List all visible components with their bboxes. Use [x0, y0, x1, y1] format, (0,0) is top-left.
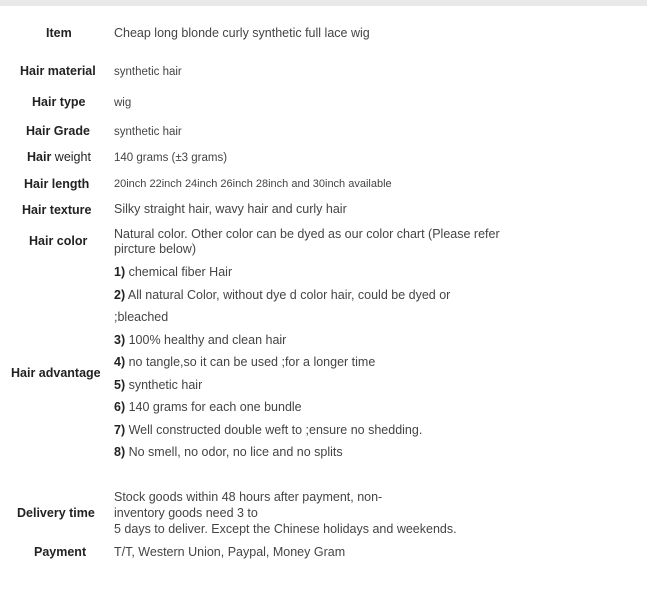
delivery-time-line3: 5 days to deliver. Except the Chinese holidays and weekends.: [114, 522, 457, 536]
hair-material-label: Hair material: [20, 64, 96, 78]
delivery-time-label: Delivery time: [17, 506, 95, 520]
hair-grade-label: Hair Grade: [26, 124, 90, 138]
item-label: Item: [46, 26, 72, 40]
hair-advantage-label: Hair advantage: [11, 366, 101, 380]
hair-color-value-line2: pircture below): [114, 242, 196, 256]
hair-material-value: synthetic hair: [114, 66, 182, 78]
hair-length-label: Hair length: [24, 177, 90, 191]
delivery-time-line2: inventory goods need 3 to: [114, 506, 258, 520]
hair-weight-label-bold: Hair: [27, 150, 52, 164]
advantage-item: 4) no tangle,so it can be used ;for a longer time: [114, 355, 376, 369]
hair-length-value: 20inch 22inch 24inch 26inch 28inch and 30inch available: [114, 178, 392, 190]
payment-label: Payment: [34, 545, 87, 559]
item-value: Cheap long blonde curly synthetic full lace wig: [114, 26, 370, 40]
hair-weight-label: [27, 150, 91, 164]
top-bar: [0, 0, 647, 6]
hair-color-value-line1: Natural color. Other color can be dyed as our color chart (Please refer: [114, 227, 500, 241]
advantage-item: 8) No smell, no odor, no lice and no splits: [114, 445, 343, 459]
advantage-item: 3) 100% healthy and clean hair: [114, 333, 287, 347]
advantage-item: 6) 140 grams for each one bundle: [114, 400, 302, 414]
delivery-time-line1: Stock goods within 48 hours after payment, non-: [114, 490, 383, 504]
advantage-item: 2) All natural Color, without dye d color hair, could be dyed or: [114, 288, 451, 302]
hair-texture-value: Silky straight hair, wavy hair and curly hair: [114, 202, 347, 216]
hair-texture-label: Hair texture: [22, 203, 92, 217]
advantage-item: 1) chemical fiber Hair: [114, 265, 233, 279]
advantage-item: 7) Well constructed double weft to ;ensure no shedding.: [114, 423, 423, 437]
hair-weight-label-rest: weight: [51, 150, 91, 164]
payment-value: T/T, Western Union, Paypal, Money Gram: [114, 545, 346, 559]
hair-grade-value: synthetic hair: [114, 126, 182, 138]
hair-type-value: wig: [114, 97, 132, 109]
hair-color-label: Hair color: [29, 234, 88, 248]
advantage-item: ;bleached: [114, 310, 169, 324]
hair-type-label: Hair type: [32, 95, 86, 109]
advantage-item: 5) synthetic hair: [114, 378, 203, 392]
hair-weight-value: 140 grams (±3 grams): [114, 152, 228, 164]
